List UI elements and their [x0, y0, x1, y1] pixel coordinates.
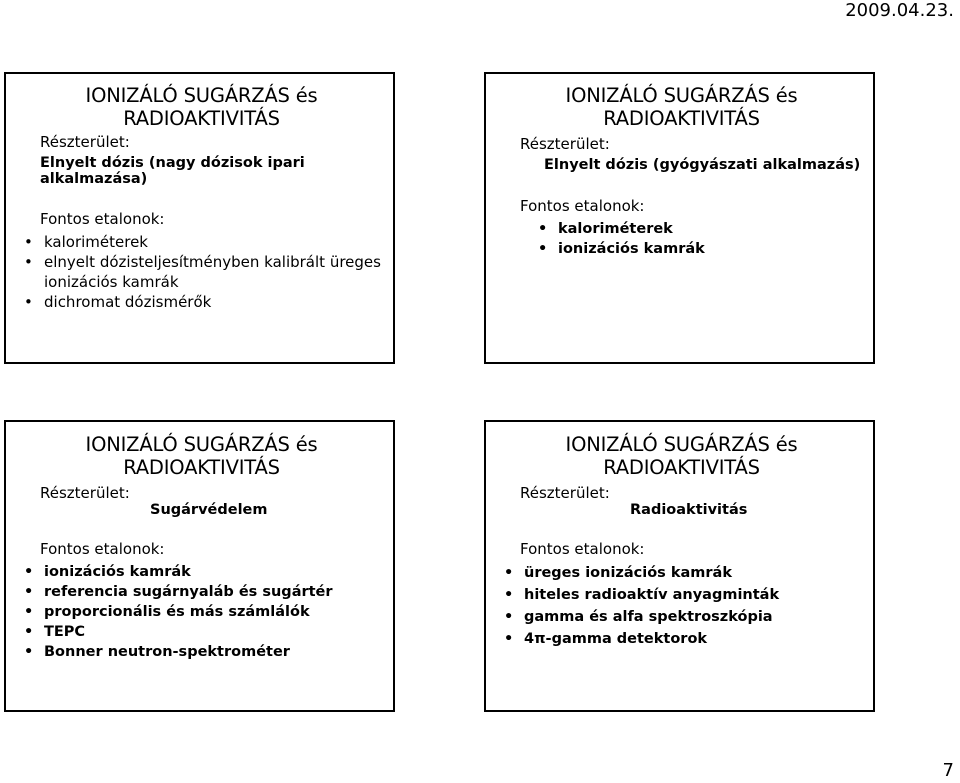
slide-1 — [4, 72, 395, 364]
page-number: 7 — [942, 760, 954, 781]
standards-list — [520, 219, 873, 259]
slide-title: IONIZÁLÓ SUGÁRZÁS és RADIOAKTIVITÁS — [85, 433, 318, 479]
subarea-value: Elnyelt dózis (nagy dózisok ipari alkalmazása) — [40, 155, 305, 187]
list-item: • ionizációs kamrák — [40, 562, 393, 582]
subarea-label: Részterület: — [40, 133, 130, 151]
subarea-value: Radioaktivitás — [630, 502, 748, 518]
standards-label: Fontos etalonok: — [520, 197, 645, 215]
handout-date: 2009.04.23. — [845, 0, 954, 21]
standards-list — [6, 562, 393, 662]
list-item: • Bonner neutron-spektrométer — [40, 642, 393, 662]
list-item: • kaloriméterek — [554, 219, 873, 239]
standards-list — [486, 562, 873, 650]
list-item: • dichromat dózismérők — [40, 292, 393, 312]
standards-label: Fontos etalonok: — [40, 540, 165, 558]
list-item: • 4π-gamma detektorok — [520, 628, 873, 650]
list-item: • elnyelt dózisteljesítményben kalibrált üreges ionizációs kamrák — [40, 252, 393, 292]
list-item: • proporcionális és más számlálók — [40, 602, 393, 622]
slide-title: IONIZÁLÓ SUGÁRZÁS és RADIOAKTIVITÁS — [565, 84, 798, 130]
slide-3 — [4, 420, 395, 712]
subarea-label: Részterület: — [520, 135, 610, 153]
list-item: • kaloriméterek — [40, 232, 393, 252]
list-item: • üreges ionizációs kamrák — [520, 562, 873, 584]
list-item: • referencia sugárnyaláb és sugártér — [40, 582, 393, 602]
subarea-value: Elnyelt dózis (gyógyászati alkalmazás) — [544, 157, 861, 173]
slide-title: IONIZÁLÓ SUGÁRZÁS és RADIOAKTIVITÁS — [565, 433, 798, 479]
standards-label: Fontos etalonok: — [40, 210, 165, 228]
slide-4 — [484, 420, 875, 712]
standards-label: Fontos etalonok: — [520, 540, 645, 558]
subarea-label: Részterület: — [40, 484, 130, 502]
list-item: • hiteles radioaktív anyagminták — [520, 584, 873, 606]
slide-2 — [484, 72, 875, 364]
list-item: • TEPC — [40, 622, 393, 642]
slide-title: IONIZÁLÓ SUGÁRZÁS és RADIOAKTIVITÁS — [85, 84, 318, 130]
standards-list — [6, 232, 393, 312]
subarea-value: Sugárvédelem — [150, 502, 268, 518]
list-item: • ionizációs kamrák — [554, 239, 873, 259]
subarea-label: Részterület: — [520, 484, 610, 502]
list-item: • gamma és alfa spektroszkópia — [520, 606, 873, 628]
